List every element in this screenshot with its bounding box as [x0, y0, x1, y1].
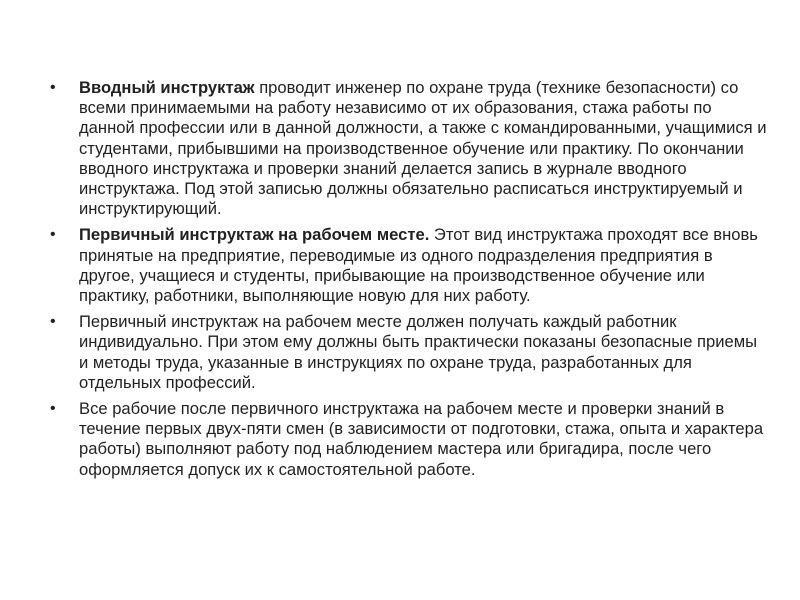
bullet-marker: • — [50, 313, 56, 331]
bullet-text: Все рабочие после первичного инструктажа на рабочем месте и проверки знаний в течение первых двух-пяти смен (в зависимости от подготовки, стажа, опыта и характера работы) выполняют работу под наблюдением мастера или бригадира, после чего оформляется допуск их к самостоятельной работе. — [79, 399, 764, 479]
bullet-list — [50, 78, 770, 486]
bullet-item-introductory-briefing — [50, 78, 770, 219]
bullet-heading: Вводный инструктаж — [79, 78, 255, 97]
bullet-marker: • — [50, 400, 56, 418]
bullet-item-supervised-work — [50, 399, 770, 480]
bullet-marker: • — [50, 226, 56, 244]
bullet-item-individual-briefing — [50, 312, 770, 393]
bullet-heading: Первичный инструктаж на рабочем месте. — [79, 225, 430, 245]
bullet-marker: • — [50, 79, 56, 96]
bullet-text: проводит инженер по охране труда (технике безопасности) со всеми принимаемыми на работу независимо от их образования, стажа работы по данной профессии или в данной должности, а также с командированными, учащимися и студентами, прибывшими на производственное обучение или практику. По окончании вводного инструктажа и проверки знаний делается запись в журнале вводного инструктажа. Под этой записью должны обязательно расписаться инструктируемый и инструктирующий. — [79, 78, 767, 219]
bullet-item-primary-briefing — [50, 225, 770, 306]
bullet-text: Этот вид инструктажа проходят все вновь принятые на предприятие, переводимые из одного подразделения предприятия в другое, учащиеся и студенты, прибывающие на производственное обучение или практику, работники, выполняющие новую для них работу. — [79, 225, 758, 306]
bullet-text: Первичный инструктаж на рабочем месте должен получать каждый работник индивидуально. При этом ему должны быть практически показаны безопасные приемы и методы труда, указанные в инструкциях по охране труда, разработанных для отдельных профессий. — [79, 312, 758, 392]
